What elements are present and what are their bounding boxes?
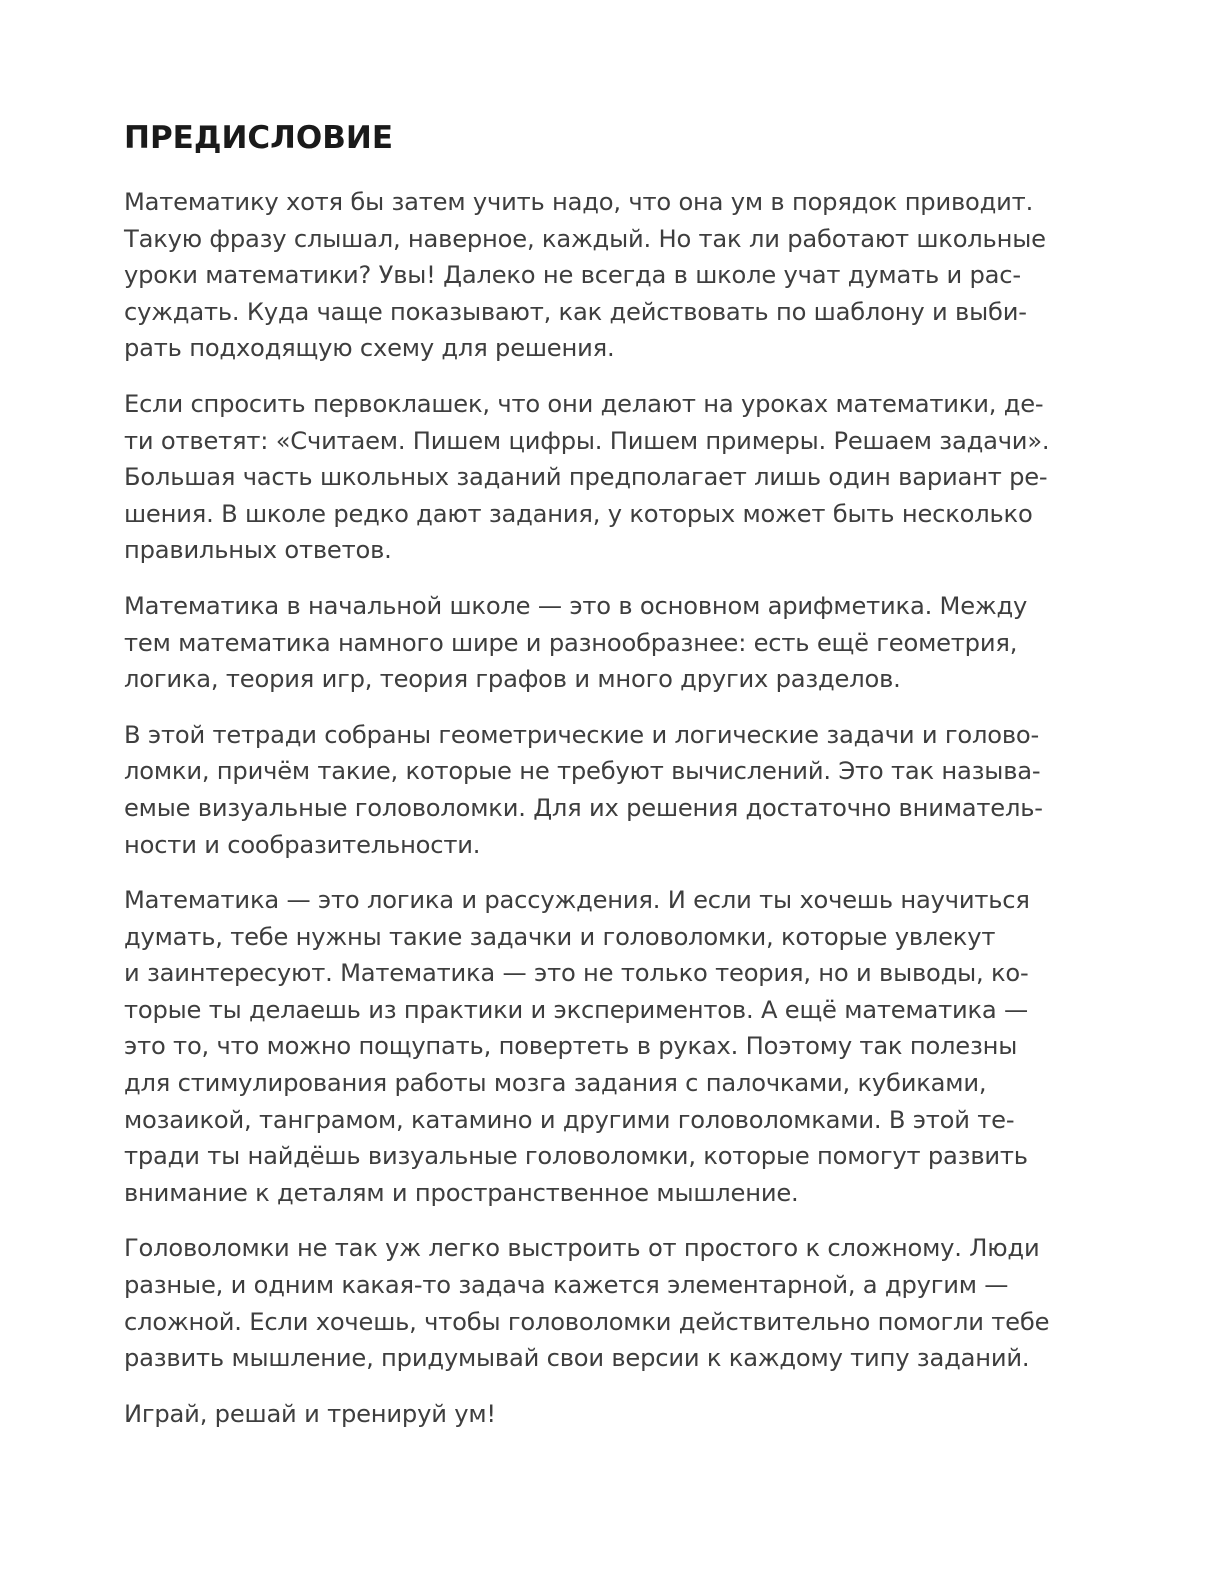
text-line: сложной. Если хочешь, чтобы головоломки действительно помогли тебе (124, 1307, 1050, 1336)
text-line: Головоломки не так уж легко выстроить от простого к сложному. Люди (124, 1234, 1040, 1263)
text-line: думать, тебе нужны такие задачки и головоломки, которые увлекут (124, 922, 996, 951)
paragraph-3 (124, 588, 1074, 698)
paragraph-2 (124, 386, 1074, 569)
text-line: рать подходящую схему для решения. (124, 334, 615, 363)
text-line: Такую фразу слышал, наверное, каждый. Но так ли работают школьные (124, 224, 1046, 253)
document-page (124, 118, 1074, 1451)
paragraph-1 (124, 184, 1074, 367)
text-line: для стимулирования работы мозга задания с палочками, кубиками, (124, 1069, 987, 1098)
text-line: логика, теория игр, теория графов и много других разделов. (124, 665, 901, 694)
paragraph-6 (124, 1230, 1074, 1376)
page-title: ПРЕДИСЛОВИЕ (124, 120, 393, 156)
text-line: торые ты делаешь из практики и экспериментов. А ещё математика — (124, 995, 1029, 1024)
text-line: шения. В школе редко дают задания, у которых может быть несколько (124, 499, 1033, 528)
text-line: разные, и одним какая-то задача кажется элементарной, а другим — (124, 1271, 1009, 1300)
text-line: Математика в начальной школе — это в основном арифметика. Между (124, 591, 1028, 620)
text-line: уроки математики? Увы! Далеко не всегда в школе учат думать и рас- (124, 261, 1021, 290)
text-line: это то, что можно пощупать, повертеть в руках. Поэтому так полезны (124, 1032, 1018, 1061)
text-line: Математику хотя бы затем учить надо, что она ум в порядок приводит. (124, 188, 1034, 216)
text-line: ти ответят: «Считаем. Пишем цифры. Пишем примеры. Решаем задачи». (124, 426, 1050, 455)
text-line: внимание к деталям и пространственное мышление. (124, 1178, 799, 1207)
text-line: емые визуальные головоломки. Для их решения достаточно вниматель- (124, 793, 1043, 822)
text-line: Играй, решай и тренируй ум! (124, 1399, 496, 1428)
text-line: развить мышление, придумывай свои версии к каждому типу заданий. (124, 1344, 1030, 1373)
paragraph-4 (124, 717, 1074, 863)
text-line: и заинтересуют. Математика — это не только теория, но и выводы, ко- (124, 959, 1029, 988)
text-line: тем математика намного шире и разнообразнее: есть ещё геометрия, (124, 628, 1018, 657)
text-line: правильных ответов. (124, 536, 392, 565)
text-line: Если спросить первоклашек, что они делают на уроках математики, де- (124, 389, 1044, 418)
text-line: ломки, причём такие, которые не требуют вычислений. Это так называ- (124, 757, 1041, 786)
text-line: ности и сообразительности. (124, 830, 481, 859)
paragraph-7 (124, 1396, 1074, 1433)
text-line: тради ты найдёшь визуальные головоломки, которые помогут развить (124, 1142, 1028, 1171)
text-line: В этой тетради собраны геометрические и логические задачи и голово- (124, 720, 1039, 749)
paragraph-5 (124, 882, 1074, 1211)
text-line: Большая часть школьных заданий предполагает лишь один вариант ре- (124, 463, 1048, 492)
text-line: Математика — это логика и рассуждения. И если ты хочешь научиться (124, 886, 1030, 915)
text-line: мозаикой, танграмом, катамино и другими головоломками. В этой те- (124, 1105, 1015, 1134)
text-line: суждать. Куда чаще показывают, как действовать по шаблону и выби- (124, 297, 1027, 326)
